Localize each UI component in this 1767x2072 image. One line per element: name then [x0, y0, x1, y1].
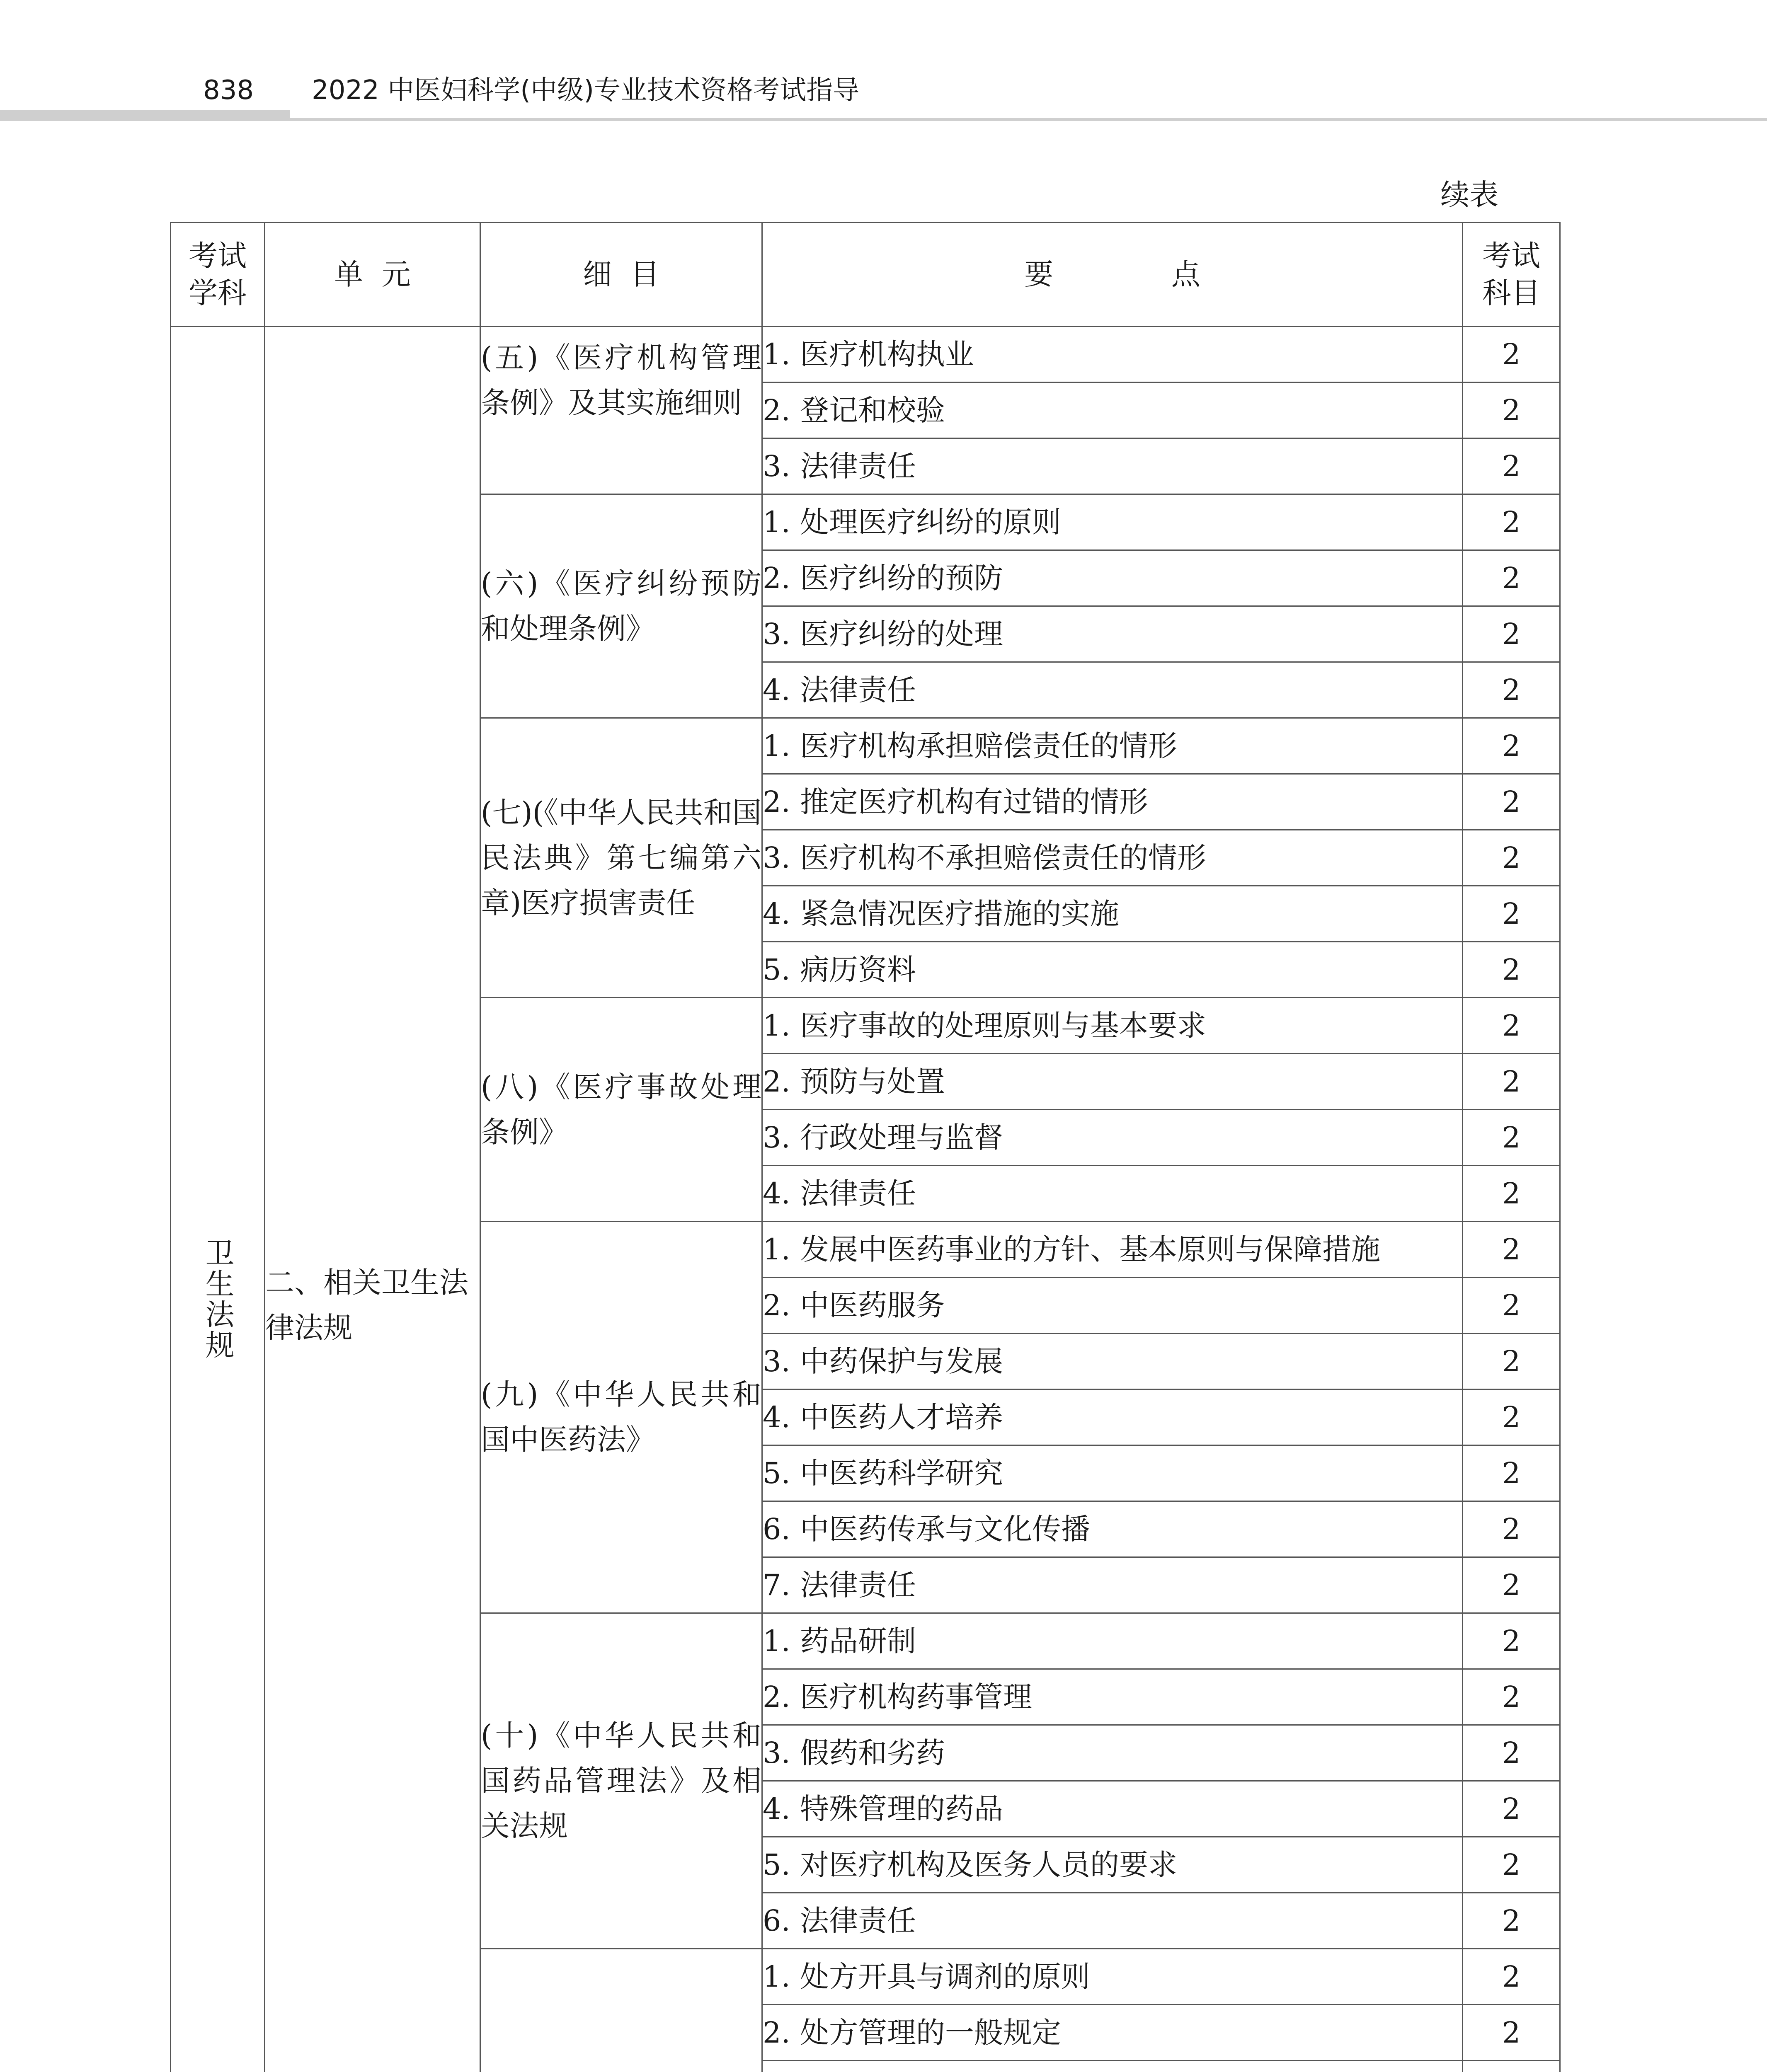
- point-text: 医疗纠纷的预防: [800, 561, 1003, 595]
- point-number: 4.: [763, 896, 790, 931]
- detail-label: (九)《中华人民共和国中医药法》: [481, 1377, 761, 1457]
- score-cell: [1463, 1669, 1560, 1725]
- subject-label: 卫生法规: [201, 1237, 235, 1360]
- score-value: 2: [1502, 1008, 1521, 1043]
- point-cell: [762, 1110, 1463, 1166]
- point-number: 3.: [763, 1344, 790, 1378]
- detail-label: (七)(《中华人民共和国民法典》第七编第六章)医疗损害责任: [481, 795, 761, 920]
- point-cell: [762, 1278, 1463, 1334]
- point-text: 药品研制: [800, 1624, 916, 1658]
- point-text: 处方管理的一般规定: [800, 2015, 1061, 2050]
- header-detail: [480, 223, 762, 327]
- detail-cell: [480, 1949, 762, 2072]
- point-text: 推定医疗机构有过错的情形: [800, 784, 1148, 819]
- page-number: 838: [203, 75, 254, 106]
- point-number: 4.: [763, 1400, 790, 1434]
- point-number: 7.: [763, 1568, 790, 1602]
- point-text: 中药保护与发展: [800, 1344, 1003, 1378]
- point-cell: [762, 1166, 1463, 1222]
- point-cell: [762, 1837, 1463, 1893]
- detail-cell: [480, 998, 762, 1222]
- header-level: [1463, 223, 1560, 327]
- score-value: 2: [1502, 729, 1521, 763]
- score-value: 2: [1502, 617, 1521, 651]
- point-number: [763, 2066, 800, 2072]
- point-cell: [762, 1054, 1463, 1110]
- point-text: 中医药科学研究: [800, 1456, 1003, 1490]
- point-text: 法律责任: [800, 673, 916, 707]
- score-value: 2: [1502, 1232, 1521, 1266]
- score-cell: [1463, 830, 1560, 886]
- score-cell: [1463, 2061, 1560, 2072]
- header-unit: [265, 223, 480, 327]
- point-text: 预防与处置: [800, 1064, 945, 1099]
- header-points-label: 要 点: [1024, 257, 1200, 291]
- score-value: 2: [1502, 337, 1521, 371]
- score-value: 2: [1502, 1791, 1521, 1826]
- point-text: 医疗机构执业: [800, 337, 974, 371]
- point-number: 4.: [763, 673, 790, 707]
- point-number: 2.: [763, 1288, 790, 1322]
- detail-label: (十)《中华人民共和国药品管理法》及相关法规: [481, 1719, 761, 1843]
- point-number: 1.: [763, 337, 790, 371]
- point-cell: [762, 1949, 1463, 2005]
- point-cell: [762, 2005, 1463, 2061]
- score-value: 2: [1502, 1736, 1521, 1770]
- score-value: 2: [1502, 1176, 1521, 1210]
- score-value: 2: [1502, 1456, 1521, 1490]
- point-number: 5.: [763, 952, 790, 987]
- score-value: 2: [1502, 1120, 1521, 1155]
- point-cell: [762, 662, 1463, 718]
- header-subject: [171, 223, 265, 327]
- score-value: 2: [1502, 1959, 1521, 1994]
- point-text: 发展中医药事业的方针、基本原则与保障措施: [800, 1232, 1380, 1266]
- detail-cell: [480, 327, 762, 494]
- point-text: 登记和校验: [800, 393, 945, 427]
- score-cell: [1463, 774, 1560, 830]
- point-number: 3.: [763, 840, 790, 875]
- point-number: 5.: [763, 1456, 790, 1490]
- score-value: 2: [1502, 1568, 1521, 1602]
- score-cell: [1463, 1837, 1560, 1893]
- point-text: 中医药人才培养: [800, 1400, 1003, 1434]
- score-value: 2: [1502, 1680, 1521, 1714]
- unit-cell: [265, 327, 480, 2072]
- syllabus-table: [170, 222, 1561, 2072]
- score-value: 2: [1502, 1847, 1521, 1882]
- score-cell: [1463, 327, 1560, 382]
- point-number: 1.: [763, 729, 790, 763]
- point-text: 法律责任: [800, 1176, 916, 1210]
- point-number: 6.: [763, 1903, 790, 1938]
- score-value: 2: [1502, 673, 1521, 707]
- score-value: 2: [1502, 784, 1521, 819]
- detail-cell: [480, 1222, 762, 1613]
- header-subject-line1: 考试: [189, 239, 247, 273]
- score-value: 2: [1502, 505, 1521, 539]
- point-number: 2.: [763, 1064, 790, 1099]
- score-value: 2: [1502, 952, 1521, 987]
- score-value: 2: [1502, 449, 1521, 483]
- header-rule-thin: [290, 118, 1767, 121]
- score-cell: [1463, 942, 1560, 998]
- score-value: 2: [1502, 561, 1521, 595]
- score-value: 2: [1502, 1344, 1521, 1378]
- point-cell: [762, 1781, 1463, 1837]
- point-text: 假药和劣药: [800, 1736, 945, 1770]
- table-body: [171, 327, 1560, 2072]
- point-number: 2.: [763, 784, 790, 819]
- table-row: [171, 327, 1560, 382]
- point-cell: [762, 1557, 1463, 1613]
- point-number: 3.: [763, 1736, 790, 1770]
- point-text: 处方开具与调剂的原则: [800, 1959, 1090, 1994]
- continuation-label: 续表: [1440, 178, 1498, 212]
- point-number: 1.: [763, 1959, 790, 1994]
- point-text: 医疗纠纷的处理: [800, 617, 1003, 651]
- score-value: 2: [1502, 840, 1521, 875]
- point-number: 1.: [763, 1624, 790, 1658]
- point-number: 4.: [763, 1791, 790, 1826]
- score-cell: [1463, 2005, 1560, 2061]
- subject-cell: [171, 327, 265, 2072]
- point-number: 4.: [763, 1176, 790, 1210]
- score-cell: [1463, 1222, 1560, 1278]
- score-value: 2: [1502, 1512, 1521, 1546]
- score-cell: [1463, 1557, 1560, 1613]
- score-value: 2: [1502, 896, 1521, 931]
- point-number: 1.: [763, 1008, 790, 1043]
- score-value: 2: [1502, 1903, 1521, 1938]
- point-text: 中医药服务: [800, 1288, 945, 1322]
- point-cell: [762, 382, 1463, 438]
- point-cell: [762, 1725, 1463, 1781]
- score-value: 2: [1502, 1288, 1521, 1322]
- point-text: 对医疗机构及医务人员的要求: [800, 1847, 1177, 1882]
- point-cell: [762, 1669, 1463, 1725]
- point-cell: [762, 1501, 1463, 1557]
- point-number: 3.: [763, 1120, 790, 1155]
- score-cell: [1463, 438, 1560, 494]
- point-number: 6.: [763, 1512, 790, 1546]
- score-cell: [1463, 1110, 1560, 1166]
- score-cell: [1463, 1166, 1560, 1222]
- score-cell: [1463, 718, 1560, 774]
- score-value: 2: [1502, 1400, 1521, 1434]
- point-number: 1.: [763, 1232, 790, 1266]
- score-value: 2: [1502, 1064, 1521, 1099]
- score-cell: [1463, 998, 1560, 1054]
- detail-cell: [480, 718, 762, 998]
- point-cell: [762, 1334, 1463, 1389]
- point-cell: [762, 2061, 1463, 2072]
- point-number: 1.: [763, 505, 790, 539]
- score-cell: [1463, 662, 1560, 718]
- point-cell: [762, 886, 1463, 942]
- score-cell: [1463, 1781, 1560, 1837]
- book-title: 2022 中医妇科学(中级)专业技术资格考试指导: [312, 75, 860, 106]
- point-cell: [762, 774, 1463, 830]
- detail-cell: [480, 494, 762, 718]
- detail-label: (五)《医疗机构管理条例》及其实施细则: [481, 341, 761, 420]
- point-cell: [762, 1445, 1463, 1501]
- score-value: 2: [1502, 393, 1521, 427]
- point-cell: [762, 550, 1463, 606]
- point-text: 病历资料: [800, 952, 916, 987]
- header-level-line2: 科目: [1482, 276, 1540, 310]
- point-number: 3.: [763, 617, 790, 651]
- point-number: 2.: [763, 1680, 790, 1714]
- score-cell: [1463, 1054, 1560, 1110]
- header-points: [762, 223, 1463, 327]
- detail-cell: [480, 1613, 762, 1949]
- point-cell: [762, 998, 1463, 1054]
- point-number: 2.: [763, 561, 790, 595]
- score-value: 2: [1502, 1624, 1521, 1658]
- point-cell: [762, 1613, 1463, 1669]
- point-text: 特殊管理的药品: [800, 1791, 1003, 1826]
- header-subject-line2: 学科: [189, 276, 247, 310]
- header-detail-label: 细 目: [583, 257, 659, 291]
- unit-label: 二、相关卫生法律法规: [265, 1266, 468, 1345]
- point-cell: [762, 718, 1463, 774]
- point-text: 医疗机构不承担赔偿责任的情形: [800, 840, 1206, 875]
- point-cell: [762, 1893, 1463, 1949]
- point-cell: [762, 830, 1463, 886]
- point-number: 5.: [763, 1847, 790, 1882]
- score-cell: [1463, 1389, 1560, 1445]
- score-cell: [1463, 1725, 1560, 1781]
- point-text: 医疗机构药事管理: [800, 1680, 1032, 1714]
- table-header-row: [171, 223, 1560, 327]
- detail-label: (八)《医疗事故处理条例》: [481, 1070, 761, 1149]
- point-text: 医疗事故的处理原则与基本要求: [800, 1008, 1206, 1043]
- point-cell: [762, 438, 1463, 494]
- score-cell: [1463, 494, 1560, 550]
- point-text: 行政处理与监督: [800, 1120, 1003, 1155]
- header-rule-thick: [0, 110, 290, 121]
- point-cell: [762, 1389, 1463, 1445]
- point-number: 2.: [763, 393, 790, 427]
- header-level-line1: 考试: [1482, 239, 1540, 273]
- score-cell: [1463, 1278, 1560, 1334]
- point-number: 2.: [763, 2015, 790, 2050]
- score-cell: [1463, 1949, 1560, 2005]
- point-number: 3.: [763, 449, 790, 483]
- header-unit-label: 单 元: [334, 257, 411, 291]
- score-cell: [1463, 1334, 1560, 1389]
- point-text: 医疗机构承担赔偿责任的情形: [800, 729, 1177, 763]
- point-cell: [762, 327, 1463, 382]
- detail-label: (六)《医疗纠纷预防和处理条例》: [481, 566, 761, 646]
- score-cell: [1463, 382, 1560, 438]
- point-cell: [762, 606, 1463, 662]
- point-text: 法律责任: [800, 449, 916, 483]
- point-text: 法律责任: [800, 1903, 916, 1938]
- point-text: 中医药传承与文化传播: [800, 1512, 1090, 1546]
- score-cell: [1463, 1613, 1560, 1669]
- score-value: 2: [1502, 2015, 1521, 2050]
- point-text: 紧急情况医疗措施的实施: [800, 896, 1119, 931]
- score-cell: [1463, 1501, 1560, 1557]
- score-cell: [1463, 1445, 1560, 1501]
- point-cell: [762, 494, 1463, 550]
- point-text: 处理医疗纠纷的原则: [800, 505, 1061, 539]
- point-cell: [762, 942, 1463, 998]
- score-cell: [1463, 1893, 1560, 1949]
- score-cell: [1463, 886, 1560, 942]
- point-text: 法律责任: [800, 1568, 916, 1602]
- score-cell: [1463, 606, 1560, 662]
- score-cell: [1463, 550, 1560, 606]
- point-cell: [762, 1222, 1463, 1278]
